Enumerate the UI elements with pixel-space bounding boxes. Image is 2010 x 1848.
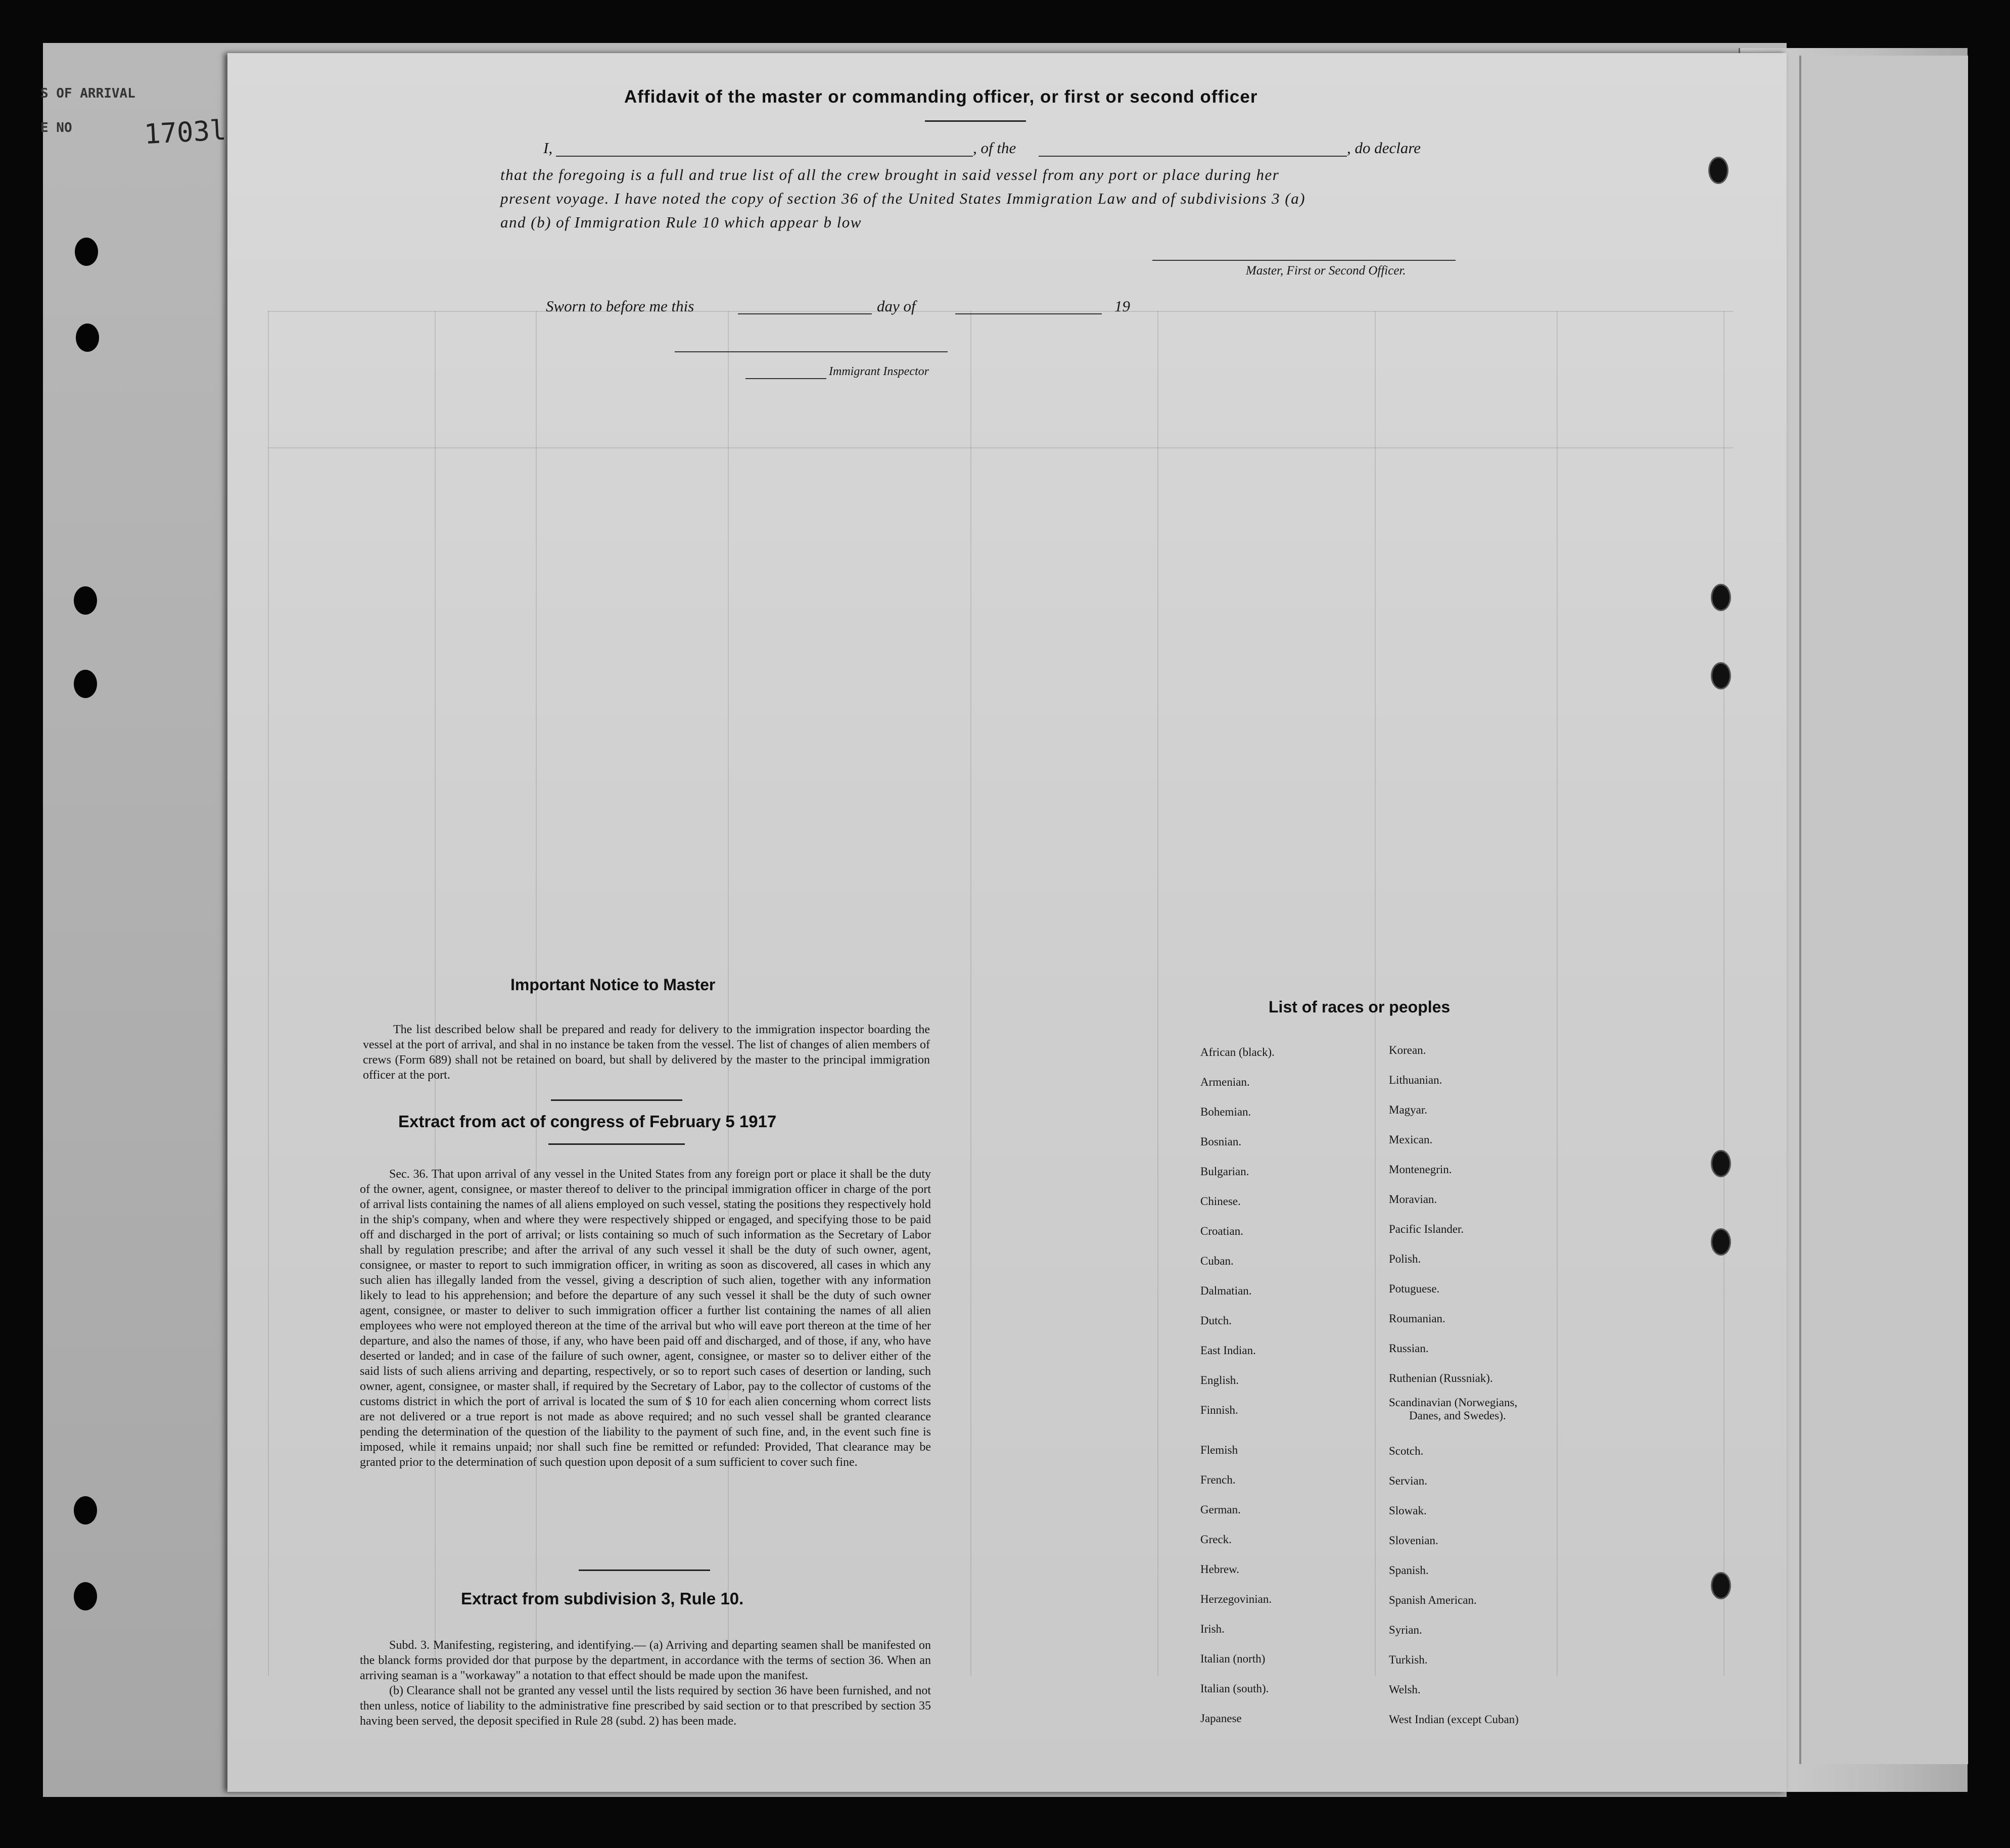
binder-hole — [76, 324, 99, 352]
underlying-page-right-edge — [1799, 56, 1968, 1764]
bleed-line — [268, 447, 1734, 448]
bleed-line — [728, 311, 729, 1676]
race-item: Moravian. — [1389, 1193, 1437, 1206]
act-paragraph: Sec. 36. That upon arrival of any vessel in the United States from any foreign port or place it shall be the duty of the owner, agent, consignee, or master thereof to deliver to the principal immigration officer in charge of the port of arrival lists containing the names of all aliens employed on such vessel, stating the positions they respectively hold in the ship's company, when and where they were respectively shipped or engaged, and specifying those to be paid off and discharged in the port of arrival; or lists containing so much of such information as the Secretary of Labor shall by regulation prescribe; and after the arrival of any such vessel it shall be the duty of such owner, agent, consignee, or master to report to such immigration officer, in writing as soon as discovered, all cases in which any such alien has illegally landed from the vessel, giving a description of such alien, together with any information likely to lead to his apprehension; and before the departure of any such vessel it shall be the duty of such owner agent, consignee, or master to deliver to such immigration officer a further list containing the names of all alien employees who were not employed thereon at the time of the arrival but who will eave port thereon at the time of her departure, and also the names of those, if any, who have been paid off and discharged, and of those, if any, who have deserted or landed; and in case of the failure of such owner, agent, consignee, or master so to deliver either of the said lists of such aliens arriving and departing, respectively, or so to report such cases of desertion or landing, such owner, agent, consignee, or master shall, if required by the Secretary of Labor, pay to the collector of customs of the customs district in which the port of arrival is located the sum of $ 10 for each alien concerning whom correct lists are not delivered or a true report is not made as above required; and no such vessel shall be granted clearance pending the determination of the question of the liability to the payment of such fine, and, in the event such fine is imposed, while it remains unpaid; nor shall such fine be remitted or refunded: Provided, That clearance may be granted prior to the determination of such question upon deposit of a sum sufficient to cover such fine. — [360, 1168, 931, 1469]
binder-hole — [74, 670, 97, 698]
race-item: Dalmatian. — [1200, 1284, 1252, 1297]
inspector-label: Immigrant Inspector — [829, 365, 929, 378]
bleed-line — [435, 311, 436, 1676]
race-item: Danes, and Swedes). — [1409, 1409, 1506, 1422]
race-item: Spanish American. — [1389, 1594, 1477, 1606]
race-item: Servian. — [1389, 1474, 1428, 1487]
affidavit-title: Affidavit of the master or commanding officer, or first or second officer — [624, 87, 1258, 107]
vessel-blank — [1039, 156, 1347, 157]
race-item: Dutch. — [1200, 1314, 1232, 1327]
binder-hole — [1711, 662, 1731, 689]
sworn-label: Sworn to before me this — [546, 297, 694, 315]
notice-paragraph: The list described below shall be prepared and ready for delivery to the immigration inspector boarding the vessel at the port of arrival, and shal in no instance be taken from the vessel. The list of changes of alien members of crews (Form 689) shall not be retained on board, but shall by delivered by the master to the principal immigration officer at the port. — [363, 1023, 930, 1082]
race-item: Korean. — [1389, 1044, 1426, 1056]
margin-stamp-number: 1703l — [143, 114, 227, 151]
race-item: Pacific Islander. — [1389, 1223, 1464, 1235]
affidavit-i-label: I, — [543, 139, 553, 157]
race-item: Irish. — [1200, 1623, 1225, 1635]
race-item: Hebrew. — [1200, 1563, 1240, 1576]
race-item: Slovenian. — [1389, 1534, 1438, 1547]
races-title: List of races or peoples — [1269, 998, 1451, 1016]
race-item: Syrian. — [1389, 1624, 1422, 1636]
rule10-paragraph-a: Subd. 3. Manifesting, registering, and identifying.— (a) Arriving and departing seamen shall be manifested on the blanck forms provided dor that purpose by the department, in accordance with the terms of section 36. When an arriving seaman is a "workaway" a notation to that effect should be made upon the manifest. — [360, 1639, 931, 1682]
race-item: Finnish. — [1200, 1404, 1238, 1416]
rule10-paragraph-b: (b) Clearance shall not be granted any vessel until the lists required by section 36 have been furnished, and not then unless, notice of liability to the administrative fine prescribed by said section or to that prescribed by section 35 having been served, the deposit specified in Rule 28 (subd. 2) has been made. — [360, 1684, 931, 1728]
inspector-signature-line — [675, 351, 948, 352]
race-item: Welsh. — [1389, 1683, 1421, 1696]
affidavit-of-the-label: , of the — [973, 139, 1016, 157]
rule10-text — [360, 1638, 931, 1729]
race-item: Japanese — [1200, 1712, 1242, 1725]
race-item: Bulgarian. — [1200, 1165, 1249, 1178]
race-item: Italian (south). — [1200, 1682, 1269, 1695]
rule10-rule — [579, 1569, 710, 1571]
race-item: Montenegrin. — [1389, 1163, 1452, 1176]
race-item: Slowak. — [1389, 1504, 1427, 1517]
race-item: Cuban. — [1200, 1255, 1234, 1267]
race-item: Greck. — [1200, 1533, 1232, 1546]
race-item: Russian. — [1389, 1342, 1429, 1355]
binder-hole — [1711, 1572, 1731, 1599]
notice-title: Important Notice to Master — [510, 976, 716, 994]
bleed-line — [1557, 311, 1558, 1676]
race-item: Roumanian. — [1389, 1312, 1445, 1325]
bleed-line — [268, 311, 1734, 312]
sworn-year-label: 19 — [1114, 297, 1130, 315]
title-rule — [925, 120, 1026, 122]
inspector-short-line — [745, 378, 826, 379]
binder-hole — [1711, 1228, 1731, 1256]
affidavit-declare-label: , do declare — [1347, 139, 1421, 157]
binder-hole — [74, 1582, 97, 1610]
race-item: West Indian (except Cuban) — [1389, 1713, 1519, 1726]
race-item: Turkish. — [1389, 1653, 1428, 1666]
binder-hole — [75, 238, 98, 266]
affidavit-line-i — [543, 139, 552, 157]
act-text — [360, 1167, 931, 1470]
name-blank — [556, 156, 973, 157]
race-item: Bohemian. — [1200, 1105, 1251, 1118]
race-item: Italian (north) — [1200, 1652, 1266, 1665]
notice-text — [363, 1022, 930, 1083]
race-item: Croatian. — [1200, 1225, 1243, 1237]
affidavit-body — [500, 163, 1461, 234]
master-signature-line — [1152, 260, 1456, 261]
race-item: Chinese. — [1200, 1195, 1241, 1208]
race-item: Scandinavian (Norwegians, — [1389, 1396, 1518, 1409]
race-item: Potuguese. — [1389, 1282, 1440, 1295]
race-item: French. — [1200, 1473, 1236, 1486]
binder-hole — [1708, 157, 1728, 184]
affidavit-body-line: that the foregoing is a full and true list of all the crew brought in said vessel from any port or place during her — [500, 166, 1280, 183]
race-item: Lithuanian. — [1389, 1074, 1442, 1086]
race-item: Herzegovinian. — [1200, 1593, 1272, 1605]
race-item: Polish. — [1389, 1253, 1421, 1265]
bleed-line — [1375, 311, 1376, 1676]
act-rule — [548, 1143, 685, 1145]
bleed-line — [1157, 311, 1158, 1676]
sworn-month-blank — [955, 313, 1102, 314]
notice-rule — [551, 1099, 682, 1101]
bleed-line — [268, 311, 269, 1676]
race-item: German. — [1200, 1503, 1241, 1516]
race-item: Ruthenian (Russniak). — [1389, 1372, 1493, 1384]
act-title: Extract from act of congress of February 5 1917 — [398, 1112, 777, 1131]
affidavit-body-line: and (b) of Immigration Rule 10 which appear b low — [500, 213, 862, 231]
affidavit-body-line: present voyage. I have noted the copy of section 36 of the United States Immigration Law and of subdivisions 3 (a) — [500, 190, 1306, 207]
race-item: Scotch. — [1389, 1445, 1424, 1457]
race-item: East Indian. — [1200, 1344, 1256, 1357]
master-signature-label: Master, First or Second Officer. — [1246, 264, 1406, 278]
sworn-day-label: day of — [877, 297, 916, 315]
race-item: Armenian. — [1200, 1076, 1250, 1088]
race-item: Flemish — [1200, 1444, 1238, 1456]
binder-hole — [1711, 1150, 1731, 1177]
binder-hole — [74, 1496, 97, 1524]
bleed-line — [970, 311, 971, 1676]
binder-hole — [1711, 584, 1731, 611]
binder-hole — [74, 586, 97, 615]
margin-stamp-line: E NO — [40, 120, 72, 135]
race-item: Magyar. — [1389, 1103, 1428, 1116]
race-item: Spanish. — [1389, 1564, 1429, 1577]
race-item: English. — [1200, 1374, 1239, 1387]
race-item: African (black). — [1200, 1046, 1275, 1058]
bleed-line — [1723, 311, 1724, 1676]
race-item: Mexican. — [1389, 1133, 1433, 1146]
margin-stamp-line: S OF ARRIVAL — [40, 86, 135, 101]
rule10-title: Extract from subdivision 3, Rule 10. — [461, 1589, 744, 1608]
sworn-date-blank — [738, 313, 872, 314]
races-right-column — [1389, 1035, 1519, 1734]
race-item: Bosnian. — [1200, 1135, 1242, 1148]
races-left-column — [1200, 1037, 1275, 1733]
